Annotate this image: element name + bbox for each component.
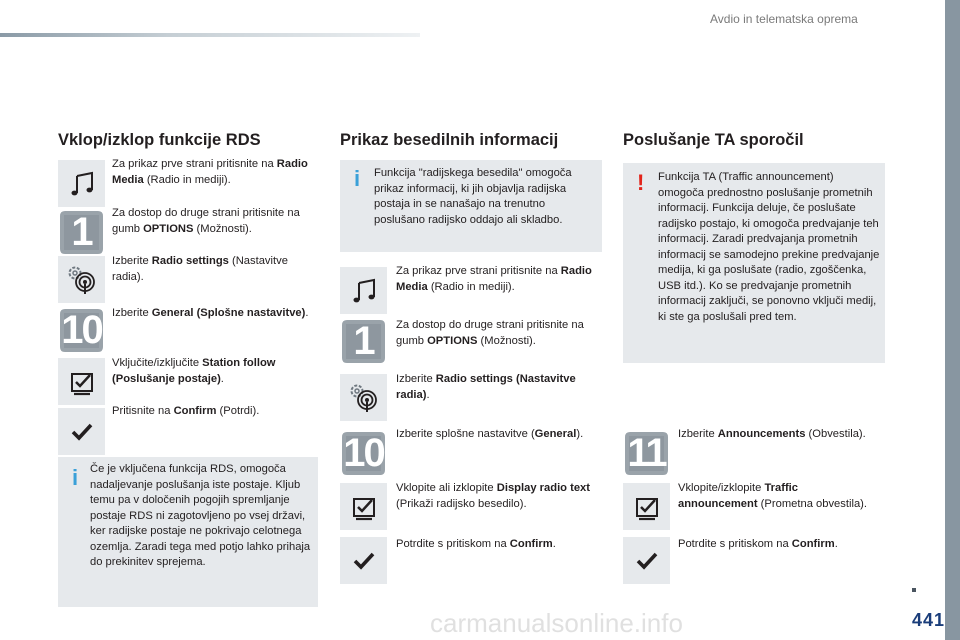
music-note-icon [340, 267, 387, 314]
col1-step4-text: Izberite General (Splošne nastavitve). [112, 307, 309, 319]
step-number-badge: 10 [61, 308, 102, 352]
warning-icon: ! [637, 170, 645, 195]
col3-title: Poslušanje TA sporočil [623, 131, 804, 149]
col2-step5-text: Vklopite ali izklopite Display radio text (Prikaži radijsko besedilo). [396, 482, 591, 510]
col3-step2-text: Vklopite/izklopite Traffic announcement (Prometna obvestila). [678, 482, 868, 510]
col1-step1-text: Za prikaz prve strani pritisnite na Radio Media (Radio in mediji). [112, 158, 308, 186]
right-edge-bar [945, 0, 960, 640]
col2-title: Prikaz besedilnih informacij [340, 131, 559, 149]
checkmark-icon [340, 537, 387, 584]
col2-step2-text: Za dostop do druge strani pritisnite na gumb OPTIONS (Možnosti). [396, 319, 584, 347]
step-number-badge: 10 [343, 431, 384, 475]
radio-settings-icon [58, 256, 105, 303]
step-number-badge: 1 [58, 209, 105, 256]
checkbox-toggle-icon [58, 358, 105, 405]
col1-step5-text: Vključite/izključite Station follow (Poslušanje postaje). [112, 357, 276, 385]
col3-step1-text: Izberite Announcements (Obvestila). [678, 428, 866, 440]
col1-title: Vklop/izklop funkcije RDS [58, 131, 261, 149]
col3-warning-text: Funkcija TA (Traffic announcement) omogoča prednostno poslušanje prometnih informacij. Funkcija deluje, če poslušate radijsko postajo, ki omogoča predvajanje teh informacij. Zaradi predvajanja prometnih informacij se samodejno prekine predvajanje medija, ki ga poslušate (radio, zgoščenka, USB itd.). Ko se predvajanje prometnih informacij zaključi, se ponovno vključi medij, ki ste ga poslušali pred tem. [658, 171, 880, 323]
watermark: carmanualsonline.info [430, 608, 683, 638]
col2-info-box [340, 160, 602, 252]
col2-step4-text: Izberite splošne nastavitve (General). [396, 428, 584, 440]
col1-info-box [58, 457, 318, 607]
checkbox-toggle-icon [623, 483, 670, 530]
page-number: 441 [912, 610, 946, 630]
col1-step3-text: Izberite Radio settings (Nastavitve radia). [112, 255, 288, 283]
section-header: Avdio in telematska oprema [710, 12, 858, 26]
col2-step3-text: Izberite Radio settings (Nastavitve radia). [396, 373, 576, 401]
music-note-icon [58, 160, 105, 207]
col1-step6-text: Pritisnite na Confirm (Potrdi). [112, 405, 260, 417]
step-number-badge: 11 [623, 430, 670, 477]
top-accent-bar [0, 33, 420, 37]
col2-info-text: Funkcija "radijskega besedila" omogoča prikaz informacij, ki jih objavlja radijska postaja in se nanašajo na trenutno poslušano radijsko oddajo ali skladbo. [374, 167, 572, 226]
checkmark-icon [58, 408, 105, 455]
col3-step3-text: Potrdite s pritiskom na Confirm. [678, 538, 838, 550]
col3-warning-box [623, 163, 885, 363]
checkbox-toggle-icon [340, 483, 387, 530]
radio-settings-icon [340, 374, 387, 421]
step-number-badge: 1 [340, 318, 387, 365]
col2-step6-text: Potrdite s pritiskom na Confirm. [396, 538, 556, 550]
col2-step1-text: Za prikaz prve strani pritisnite na Radio Media (Radio in mediji). [396, 265, 592, 293]
info-icon: i [72, 465, 79, 490]
col1-info-text: Če je vključena funkcija RDS, omogoča nadaljevanje poslušanja iste postaje. Kljub temu pa v določenih pogojih spremljanje postaje RDS ni zagotovljeno po vsej državi, ker radijske postaje ne pokrivajo celotnega ozemlja. Zaradi tega med potjo lahko prihaja do prekinitev sprejema. [90, 463, 311, 568]
col1-step2-text: Za dostop do druge strani pritisnite na gumb OPTIONS (Možnosti). [112, 207, 300, 235]
checkmark-icon [623, 537, 670, 584]
page-dot [912, 588, 916, 592]
info-icon: i [354, 166, 361, 191]
